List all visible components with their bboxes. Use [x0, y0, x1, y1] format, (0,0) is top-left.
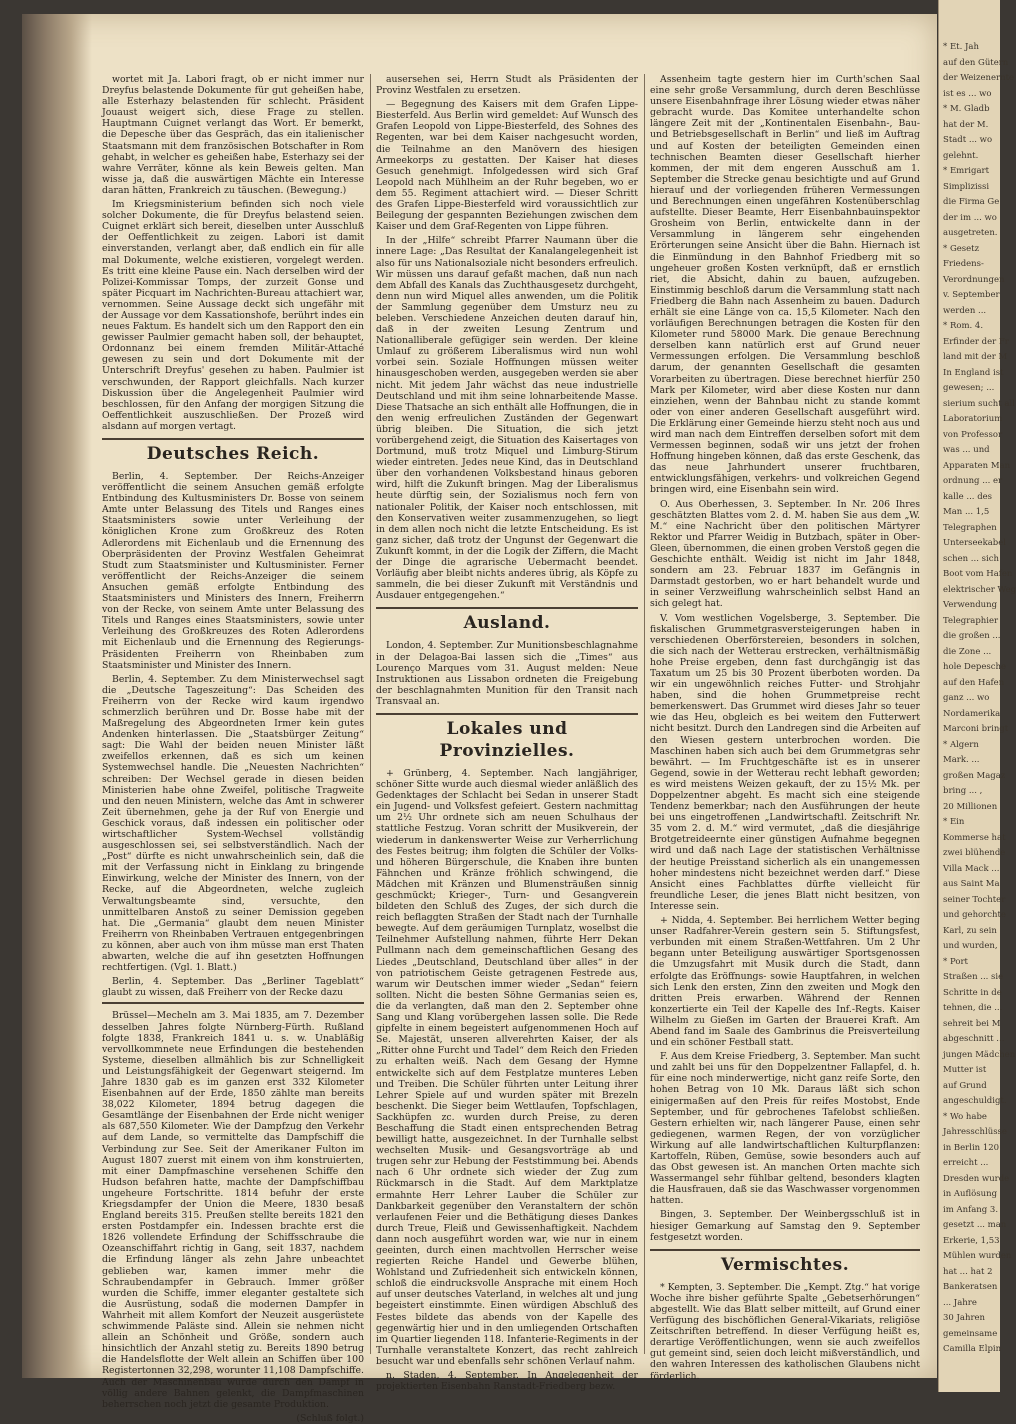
edge-text-line: bring ... ,	[943, 786, 983, 796]
column-rule	[370, 74, 371, 1354]
edge-text-line: jungen Mädchen	[943, 1049, 1016, 1060]
edge-text-line: * Emrigart	[943, 166, 989, 176]
article-paragraph: In der „Hilfe“ schreibt Pfarrer Naumann über die innere Lage: „Das Resultat der Kanalangelegenheit ist also für uns Nationalsoziale nicht besonders erfreulich. Wir müssen uns darauf gefaßt machen, daß nun nach dem Abfall des Kanals das Zuchthausgesetz durchgeht, denn nun wird Miquel alles anwenden, um die Politik der Sammlung gegenüber dem Umsturz neu zu beleben. Verschiedene Anzeichen deuten darauf hin, daß in der zweiten Lesung Zentrum und Nationalliberale gefügiger sein werden. Der kleine Umlauf zu größerem Liberalismus wird nun wohl vorbei sein. Soziale Hoffnungen müssen weiter hinausgeschoben werden, ausgegeben werden sie aber nicht. Mit jedem Jahr wächst das neue industrielle Deutschland und mit ihm seine lohnarbeitende Masse. Diese Thatsache an sich enthält alle Hoffnungen, die in den wenig erfreulichen Zuständen der Gegenwart übrig bleiben. Die Situation, die sich jetzt vorübergehend zeigt, die Situation des Kaisertages von Dortmund, muß trotz Miquel und Limburg-Stirum wieder eintreten. Jedes neue Kind, das in Deutschland über den vorhandenen Volksbestand hinaus geboren wird, hilft die Zukunft bringen. Mag der Liberalismus heute dürftig sein, der Sozialismus noch fern von nationaler Politik, der Kaiser noch entschlossen, mit den Konservativen weiter zusammenzugehen, so liegt in dem allen noch nicht die letzte Entscheidung. Es ist ganz sicher, daß trotz der Ungunst der Gegenwart die Zukunft kommt, in der die Logik der Ziffern, die Macht der Dinge die agrarische Uebermacht beendet. Vorläufig aber bleibt nichts anderes übrig, als Köpfe zu sammeln, die bei dieser Zukunft mit Verständnis und Ausdauer entgegengehen.“	[376, 235, 638, 602]
edge-text-line: Kommerse hat	[943, 832, 1006, 843]
article-paragraph: Berlin, 4. September. Zu dem Ministerwechsel sagt die „Deutsche Tageszeitung“: Das Scheiden des Freiherrn von der Recke wird kaum irgendwo schmerzlich berühren und Dr. Bosse habe mit der Maßregelung des Abgeordneten Irmer kein gutes Andenken hinterlassen. Die „Staatsbürger Zeitung“ sagt: Die Wahl der beiden neuen Minister läßt zweifellos erkennen, daß es sich um keinen Systemwechsel handle. Die „Neuesten Nachrichten“ schreiben: Der Wechsel gerade in diesen beiden Ministerien habe ohne Zweifel, politische Tragweite und den neuen Ministern, welche das Amt in schwerer Zeit übernehmen, gehe ja der Ruf von Energie und Geschick voraus, daß indessen ein politischer oder wirtschaftlicher System-Wechsel vollständig ausgeschlossen sei, sei selbstverständlich. Nach der „Post“ dürfte es nicht unwahrscheinlich sein, daß die mit der Verfassung nicht in Einklang zu bringende Einwirkung, welche der Minister des Innern, von der Recke, auf die Abgeordneten, welche zugleich Verwaltungsbeamte sind, versuchte, den unmittelbaren Anstoß zu seiner Demission gegeben hat. Die „Germania“ glaubt dem neuen Minister Freiherrn von Rheinbaben Vertrauen entgegenbringen zu können, aber auch von ihm müsse man erst Thaten abwarten, welche die auf ihn gesetzten Hoffnungen rechtfertigen. (Vgl. 1. Blatt.)	[102, 673, 364, 974]
edge-text-line: gemeinsame	[943, 1328, 998, 1339]
edge-text-line: elektrischer Weg	[943, 584, 1016, 595]
edge-text-line: ordnung ... er	[943, 476, 1003, 486]
article-paragraph: Assenheim tagte gestern hier im Curth'schen Saal eine sehr große Versammlung, durch deren Beschlüsse unsere Eisenbahnfrage ihrer Lösung wieder etwas näher gebracht wurde. Das Komitee unterhandelte schon längere Zeit mit der „Kontinentalen Eisenbahn-, Bau- und Betriebsgesellschaft in Berlin“ und ließ im Auftrag und auf Kosten der beteiligten Gemeinden einen technischen Beamten dieser Gesellschaft hierher kommen, der mit dem engeren Ausschuß am 1. September die Strecke genau besichtigte und auf Grund hierauf und der vorliegenden früheren Vermessungen und Berechnungen einen ungefähren Kostenüberschlag aufstellte. Dieser Beamte, Herr Eisenbahnbauinspektor Grosheim von Berlin, entwickelte dann in der Versammlung in längerem sehr eingehenden Erörterungen seine Ansicht über die Bahn. Hiernach ist die Einmündung in den Bahnhof Friedberg mit so ungeheuer großen Kosten verknüpft, daß er ernstlich riet, die Absicht, dahin zu bauen, aufzugeben. Einstimmig beschloß darum die Versammlung statt nach Friedberg die Bahn nach Assenheim zu bauen. Dadurch erhält sie eine Länge von ca. 15,5 Kilometer. Nach den vorläufigen Berechnungen betragen die Kosten für den Kilometer rund 58000 Mark. Die genaue Berechnung derselben kann natürlich erst auf Grund neuer Vermessungen erfolgen. Die Versammlung beschloß darum, der genannten Gesellschaft die gesamten Vorarbeiten zu übertragen. Diese berechnet hierfür 250 Mark per Kilometer, wird aber diese Kosten nur dann einziehen, wenn der Bahnbau nicht zu stande kommt oder von einer anderen Gesellschaft ausgeführt wird. Die Erklärung einer Gemeinde hierzu steht noch aus und wird man nach dem Eintreffen derselben sofort mit dem Vermessen beginnen, sodaß wir uns jetzt der frohen Hoffnung hingeben können, daß das erste Geschenk, das das neue Jahrhundert unserer fruchtbaren, entwicklungsfähigen, verkehrs- und volkreichen Gegend bringen wird, eine Eisenbahn sein wird.	[650, 74, 920, 496]
edge-text-line: Friedens-	[943, 259, 984, 269]
edge-text-line: * M. Gladb	[943, 104, 990, 114]
edge-text-line: die Firma Ge	[943, 197, 1000, 207]
edge-text-line: der im ... wo	[943, 212, 997, 223]
edge-text-line: schen ... sich	[943, 553, 999, 564]
article-paragraph: London, 4. September. Zur Munitionsbeschlagnahme in der Delagoa-Bai lassen sich die „Times“ aus Lourenço Marques vom 31. August melden: Neue Instruktionen aus Lissabon ordneten die Freigebung der beschlagnahmten Munition für den Transit nach Transvaal an.	[376, 640, 638, 707]
edge-text-line: Laboratorium	[943, 414, 1003, 424]
edge-text-line: von Professor	[943, 429, 1003, 440]
edge-text-line: Villa Mack ...	[943, 863, 1000, 874]
edge-text-line: 30 Jahren	[943, 1313, 986, 1323]
edge-text-line: und wurden,	[943, 941, 998, 951]
edge-text-line: Nordamerika	[943, 708, 1001, 719]
edge-text-line: zwei blühende	[943, 848, 1006, 858]
article-paragraph: Berlin, 4. September. Das „Berliner Tageblatt“ glaubt zu wissen, daß Freiherr von der Recke dazu	[102, 976, 364, 999]
edge-text-line: was ... und	[943, 445, 990, 455]
article-paragraph: O. Aus Oberhessen, 3. September. In Nr. 206 Ihres geschätzten Blattes vom 2. d. M. haben Sie aus dem „W. M.“ eine Nachricht über den politischen Märtyrer Rektor und Pfarrer Weidig in Butzbach, später in Ober-Gleen, übernommen, die einen groben Verstoß gegen die Geschichte enthält. Weidig ist nicht im Jahr 1848, sondern am 23. Februar 1837 im Gefängnis in Darmstadt gestorben, wo er hart behandelt wurde und in seiner Verzweiflung wahrscheinlich selbst Hand an sich gelegt hat.	[650, 498, 920, 610]
edge-text-line: Erkerie, 1,53	[943, 1235, 1000, 1246]
edge-text-line: ganz ... wo	[943, 693, 990, 703]
edge-text-line: 20 Millionen	[943, 801, 998, 812]
edge-text-line: abgeschnitt ...	[943, 1034, 1005, 1044]
column-3	[650, 74, 920, 1382]
edge-text-line: sehreit bei M	[943, 1018, 1001, 1029]
article-paragraph: Berlin, 4. September. Der Reichs-Anzeiger veröffentlicht die seinem Ansuchen gemäß erfolgte Entbindung des Kultusministers Dr. Bosse von seinem Amte unter Belassung des Titels und Ranges eines Staatsministers sowie unter Verleihung der königlichen Krone zum Großkreuz des Roten Adlerordens mit Eichenlaub und die Ernennung des Oberpräsidenten der Provinz Westfalen Geheimrat Studt zum Staatsminister und Kultusminister. Ferner veröffentlicht der Reichs-Anzeiger die seinem Ansuchen gemäß erfolgte Entbindung des Staatsministers und Ministers des Innern, Freiherrn von der Recke, von seinem Amte unter Belassung des Titels und Ranges eines Staatsministers, sowie unter Verleihung des Großkreuzes des Roten Adlerordens mit Eichenlaub und die Ernennung des Regierungs-Präsidenten Freiherrn von Rheinbaben zum Staatsminister und Minister des Innern.	[102, 471, 364, 671]
edge-text-line: die Zone ...	[943, 646, 992, 657]
edge-text-line: gewesen; ...	[943, 383, 995, 393]
edge-text-line: Verordnungen	[943, 274, 1005, 285]
edge-text-line: ausgetreten.	[943, 228, 998, 238]
edge-text-line: Telegraphen	[943, 522, 997, 533]
edge-text-line: * Rom. 4.	[943, 321, 984, 331]
edge-text-line: Apparaten Man	[943, 460, 1011, 471]
adjacent-page-edge	[938, 0, 1016, 1392]
edge-text-line: Camilla Elpin	[943, 1344, 1002, 1354]
article-paragraph: V. Vom westlichen Vogelsberge, 3. September. Die fiskalischen Grummetgrasversteigerungen haben in verschiedenen Oberförstereien, besonders in solchen, die sich nach der Wetterau erstrecken, verhältnismäßig hohe Preise ergeben, denn fast durchgängig ist das Taxatum um 25 bis 30 Prozent überboten worden. Da wir ein ungewöhnlich reiches Futter- und Strohjahr haben, sind die hohen Grummetpreise recht bemerkenswert. Das Grummet wird dieses Jahr so teuer wie das Heu, obgleich es bei weitem den Futterwert nicht besitzt. Durch den Landregen sind die Arbeiten auf den Wiesen gestern unterbrochen worden. Die Maschinen haben sich auch bei dem Grummetgras sehr bewährt. — Im Fruchtgeschäfte ist es in unserer Gegend, sowie in der Wetterau recht lebhaft geworden; es wird meistens Weizen gekauft, der zu 15½ Mk. per Doppelzentner abgeht. Es macht sich eine steigende Tendenz bemerkbar; nach den Ausführungen der heute bei uns eingetroffenen „Landwirtschaftl. Zeitschrift Nr. 35 vom 2. d. M.“ wird vermutet, „daß die diesjährige Brotgetreideernte einer günstigen Aufnahme begegnen wird und daß nach Lage der statistischen Verhältnisse der heutige Preisstand sicherlich als ein unangemessen hoher mindestens nicht bezeichnet werden darf.“ Diese Ansicht eines Fachblattes dürfte vielleicht für freundliche Leser, die jenes Blatt nicht besitzen, von Interesse sein.	[650, 612, 920, 912]
edge-text-line: ... Jahre	[943, 1297, 977, 1308]
edge-text-line: v. September	[943, 290, 1000, 300]
edge-text-line: kalle ... des	[943, 491, 993, 502]
edge-text-line: gesetzt ... man	[943, 1220, 1007, 1230]
edge-text-line: Mutter ist	[943, 1065, 987, 1075]
column-2	[376, 74, 638, 1393]
edge-text-line: Man ... 1,5	[943, 507, 990, 517]
edge-text-line: Telegraphier	[943, 615, 999, 626]
edge-text-line: Erfinder der Fr	[943, 336, 1009, 347]
article-paragraph: + Grünberg, 4. September. Nach langjähriger, schöner Sitte wurde auch diesmal wieder anläßlich des Gedenktages der Schlacht bei Sedan in unserer Stadt ein Jugend- und Volksfest gefeiert. Gestern nachmittag um 2½ Uhr ordnete sich am neuen Schulhaus der stattliche Festzug. Voran schritt der Musikverein, der wiederum in dankenswerter Weise zur Verherrlichung des Festes beitrug; ihm folgten die Schüler der Volks- und höheren Bürgerschule, die Knaben ihre bunten Fähnchen und Kränze fröhlich schwingend, die Mädchen mit Kränzen und Blumensträußen sinnig geschmückt; Krieger-, Turn- und Gesangverein bildeten den Schluß des Zuges, der sich durch die reich beflaggten Straßen der Stadt nach der Turnhalle bewegte. Auf dem geräumigen Turnplatz, woselbst die Teilnehmer Aufstellung nahmen, führte Herr Dekan Pullmann nach dem gemeinschaftlichen Gesang des Liedes „Deutschland, Deutschland über alles“ in der von patriotischem Geiste getragenen Festrede aus, warum wir Deutschen immer wieder „Sedan“ feiern sollten. Nicht die besten Söhne Germanias seien es, die da verlangten, daß man den 2. September ohne Sang und Klang vorübergehen lassen solle. Die Rede gipfelte in einem begeistert aufgenommenen Hoch auf Se. Majestät, unseren allverehrten Kaiser, der als „Ritter ohne Furcht und Tadel“ dem Reich den Frieden zu erhalten weiß. Nach dem Gesang der Hymne entwickelte sich auf dem Festplatze munteres Leben und Treiben. Die Schüler führten unter Leitung ihrer Lehrer Spiele auf und wurden später mit Brezeln beschenkt. Die Sieger beim Wettlaufen, Topfschlagen, Sackhüpfen zc. wurden durch Preise, zu deren Beschaffung die Stadt einen entsprechenden Betrag bewilligt hatte, ausgezeichnet. In der Turnhalle selbst wechselten Musik- und Gesangsvorträge ab und trugen sehr zur Hebung der Feststimmung bei. Abends nach 6 Uhr ordnete sich wieder der Zug zum Rückmarsch in die Stadt. Auf dem Marktplatze ermahnte Herr Lehrer Lauber die Schüler zur Dankbarkeit gegenüber den Veranstaltern der schön verlaufenen Feier und die Bethätigung dieses Dankes durch Treue, Fleiß und Gewissenhaftigkeit. Nachdem dann noch ausgeführt worden war, wie nur in einem geeinten, durch einen machtvollen Herrscher weise regierten Reiche Handel und Gewerbe blühen, Wohlstand und Zufriedenheit sich entwickeln können, schloß die eindrucksvolle Ansprache mit einem Hoch auf unser deutsches Vaterland, in welches alt und jung begeistert einstimmte. Einen würdigen Abschluß des Festes bildete das abends von der Kapelle des gegenwärtig hier und in den umliegenden Ortschaften im Quartier liegenden 118. Infanterie-Regiments in der Turnhalle veranstaltete Konzert, das recht zahlreich besucht war und ebenfalls sehr schönen Verlauf nahm.	[376, 767, 638, 1367]
edge-text-line: Stadt ... wo	[943, 135, 993, 145]
section-heading-vermischtes: Vermischtes.	[650, 1249, 920, 1276]
article-paragraph: Brüssel—Mecheln am 3. Mai 1835, am 7. Dezember desselben Jahres folgte Nürnberg-Fürth. Rußland folgte 1838, Frankreich 1841 u. s. w. Unabläßig vervollkommnete neue Erfindungen die bestehenden Systeme, dieselben allmählich bis zur Schnelligkeit und Leistungsfähigkeit der Gegenwart steigernd. Im Jahre 1830 gab es im ganzen erst 332 Kilometer Eisenbahnen auf der Erde, 1850 zählte man bereits 38,022 Kilometer, 1894 betrug dagegen die Gesamtlänge der Eisenbahnen der Erde nicht weniger als 687,550 Kilometer. Wie der Dampfzug den Verkehr auf dem Lande, so vermittelte das Dampfschiff die Verbindung zur See. Seit der Amerikaner Fulton im August 1807 zuerst mit einem von ihm konstruierten, mit einer Dampfmaschine versehenen Schiffe den Hudson befahren hatte, machte der Dampfschiffbau ungeheure Fortschritte. 1814 befuhr der erste Kriegsdampfer der Union die Meere, 1830 besaß England bereits 315. Preußen stellte bereits 1821 den ersten Postdampfer ein. Indessen brachte erst die 1826 vollendete Erfindung der Schiffsschraube die Ozeanschiffahrt richtig in Gang, seit 1837, nachdem die Erfindung länger als zehn Jahre unbeachtet geblieben war, kamen immer mehr die Schraubendampfer in Gebrauch. Immer größer wurden die Schiffe, immer eleganter gestaltete sich die Ausrüstung, sodaß die modernen Dampfer in Wahrheit mit allem Komfort der Neuzeit ausgerüstete schwimmende Paläste sind. Allein sie nehmen nicht allein an Schönheit und Größe, sondern auch hinsichtlich der Anzahl stetig zu. Bereits 1890 betrug die Handelsflotte der Welt allein an Schiffen über 100 Registertonnen 32,298, worunter 11,108 Dampfschiffe. Auch der Maschinenbau wurde durch den Dampf in völlig andere Bahnen gelenkt, die Dampfmaschinen beherrschen noch jetzt die gesamte Produktion.	[102, 1010, 364, 1410]
book-spine-shadow	[22, 14, 92, 1378]
article-paragraph: n. Staden, 4. September. In Angelegenheit der projektierten Eisenbahn Ranstadt-Friedberg bezw.	[376, 1370, 638, 1393]
article-paragraph: — Begegnung des Kaisers mit dem Grafen Lippe-Biesterfeld. Aus Berlin wird gemeldet: Auf Wunsch des Grafen Leopold von Lippe-Biesterfeld, des Sohnes des Regenten, war bei dem Kaiser nachgesucht worden, die Teilnahme an den Manövern des hiesigen Armeekorps zu gestatten. Der Kaiser hat dieses Gesuch genehmigt. Infolgedessen wird sich Graf Leopold nach Mühlheim an der Ruhr begeben, wo er dem 55. Regiment attachiert wird. — Dieser Schritt des Grafen Lippe-Biesterfeld wird voraussichtlich zur Beilegung der gespannten Beziehungen zwischen dem Kaiser und dem Graf-Regenten von Lippe führen.	[376, 99, 638, 233]
edge-text-line: die großen ...	[943, 631, 1001, 641]
section-heading-lokales: Lokales und Provinzielles.	[376, 713, 638, 762]
edge-text-line: Bankeratsen	[943, 1282, 998, 1292]
edge-text-line: Jahresschlüsse	[943, 1127, 1007, 1137]
edge-text-line: auf den Hafen	[943, 677, 1005, 688]
article-paragraph: F. Aus dem Kreise Friedberg, 3. September. Man sucht und zahlt bei uns für den Doppelzentner Fallapfel, d. h. für eine noch minderwertige, nicht ganz reife Sorte, den hohen Betrag von 10 Mk. Daraus läßt sich schon einigermaßen auf den Preis für reifes Mostobst, Ende September, und für gebrochenes Tafelobst schließen. Gestern erhielten wir, nach längerer Pause, einen sehr gediegenen, warmen Regen, der von vorzüglicher Wirkung auf alle landwirtschaftlichen Kulturpflanzen: Kartoffeln, Rüben, Gemüse, sowie besonders auch auf das Obst gewesen ist. An manchen Orten machte sich Wassermangel sehr fühlbar geltend, besonders klagten die Hausfrauen, daß sie das Waschwasser vorgenommen hatten.	[650, 1051, 920, 1207]
edge-text-line: * Algern	[943, 739, 979, 750]
column-rule	[644, 74, 645, 1354]
edge-text-line: Marconi bringt	[943, 724, 1009, 734]
continuation-note: (Schluß folgt.)	[296, 1412, 364, 1424]
section-heading-ausland: Ausland.	[376, 607, 638, 634]
edge-text-line: Boot vom Hafen	[943, 569, 1013, 579]
edge-text-line: * Port	[943, 956, 968, 967]
edge-text-line: auf den Gütern	[943, 57, 1009, 68]
edge-text-line: * Et. Jah	[943, 42, 979, 52]
edge-text-line: im Anfang 3.	[943, 1204, 999, 1215]
edge-text-line: aus Saint Ma	[943, 879, 1000, 889]
edge-text-line: hat der M.	[943, 119, 989, 130]
section-heading-deutsches-reich: Deutsches Reich.	[102, 438, 364, 465]
edge-text-line: gelehnt.	[943, 150, 979, 161]
edge-text-line: erreicht ...	[943, 1158, 989, 1168]
edge-text-line: * Wo habe	[943, 1111, 987, 1122]
edge-text-line: Dresden wurde	[943, 1173, 1010, 1184]
edge-text-line: hole Depesche	[943, 662, 1006, 672]
column-1	[102, 74, 364, 1424]
edge-text-line: auf Grund	[943, 1080, 987, 1091]
edge-text-line: großen Magaz	[943, 770, 1006, 781]
edge-text-line: und gehorchte	[943, 910, 1006, 920]
article-paragraph: ausersehen sei, Herrn Studt als Präsidenten der Provinz Westfalen zu ersetzen.	[376, 74, 638, 97]
edge-text-line: in Berlin 120	[943, 1142, 1000, 1153]
edge-text-line: Mark. ...	[943, 755, 980, 765]
edge-text-line: der Weizenernte	[943, 73, 1015, 83]
article-paragraph: + Nidda, 4. September. Bei herrlichem Wetter beging unser Radfahrer-Verein gestern sein 5. Stiftungsfest, verbunden mit einem Straßen-Wettfahren. Um 2 Uhr begann unter Beteiligung auswärtiger Sportsgenossen die Umzugsfahrt mit Musik durch die Stadt, dann erfolgte das Eröffnungs- sowie Hauptfahren, in welchen sich Lenk den ersten, Zinn den zweiten und Mogk den dritten Preis erwarben. Während der Rennen konzertierte ein Teil der Kapelle des Inf.-Regts. Kaiser Wilhelm zu Gießen im Garten der Brauerei Kraft. Am Abend fand im Saale des Gambrinus die Preisverteilung und ein schöner Festball statt.	[650, 915, 920, 1049]
edge-text-line: Simplizissi	[943, 181, 990, 192]
article-paragraph: wortet mit Ja. Labori fragt, ob er nicht immer nur Dreyfus belastende Dokumente für gut geheißen habe, alle Esterhazy belastenden für schlecht. Präsident Jouaust weigert sich, diese Frage zu stellen. Hauptmann Cuignet verlangt das Wort. Er bemerkt, die Depesche über das Gespräch, das ein italienischer Staatsmann mit dem französischen Botschafter in Rom gehabt, in welcher es geheißen habe, Esterhazy sei der wahre Verräter, könne als kein Beweis gelten. Man wisse ja, daß die auswärtigen Mächte ein Interesse daran hätten, Frankreich zu täuschen. (Bewegung.)	[102, 74, 364, 196]
edge-text-line: sierium sucht all	[943, 398, 1015, 409]
edge-text-line: Verwendung	[943, 600, 998, 610]
edge-text-line: * Ein	[943, 817, 965, 827]
newspaper-page	[22, 14, 937, 1424]
edge-text-line: Karl, zu sein	[943, 925, 997, 936]
edge-text-line: In England ist	[943, 367, 1004, 378]
edge-text-line: seiner Tochter	[943, 894, 1006, 905]
edge-text-line: land mit der M	[943, 352, 1008, 362]
edge-text-line: angeschuldigt.	[943, 1096, 1007, 1106]
edge-text-line: ist es ... wo	[943, 88, 992, 99]
edge-text-line: Unterseekabel	[943, 538, 1006, 548]
edge-text-line: * Gesetz	[943, 243, 980, 254]
edge-text-line: tehnen, die ...	[943, 1003, 1003, 1013]
divider	[102, 1002, 364, 1004]
article-paragraph: * Kempten, 3. September. Die „Kempt. Ztg.“ hat vorige Woche ihre bisher geführte Spalte „Gebetserhörungen“ abgestellt. Wie das Blatt selber mitteilt, auf Grund einer Verfügung des bischöflichen General-Vikariats, religiöse Zeitschriften betreffend. In dieser Verfügung heißt es, derartige Veröffentlichungen, wenn sie auch zweifellos gut gemeint sind, seien doch leicht mißverständlich, und den wahren Interessen des katholischen Glaubens nicht förderlich.	[650, 1281, 920, 1382]
article-paragraph: Bingen, 3. September. Der Weinbergsschluß ist in hiesiger Gemarkung auf Samstag den 9. September festgesetzt worden.	[650, 1209, 920, 1243]
edge-text-line: werden ...	[943, 305, 987, 316]
edge-text-line: Mühlen wurden	[943, 1251, 1012, 1261]
edge-text-line: in Auflösung	[943, 1189, 998, 1199]
article-paragraph: Im Kriegsministerium befinden sich noch viele solcher Dokumente, die für Dreyfus belastend seien. Cuignet erklärt sich bereit, dieselben unter Ausschluß der Oeffentlichkeit zu zeigen. Labori ist damit einverstanden, verlangt aber, daß endlich ein für alle mal Dokumente, welche existieren, vorgelegt werden. Es tritt eine kleine Pause ein. Nach derselben wird der Polizei-Kommissar Tomps, der zurzeit Gonse und später Picquart im Nachrichten-Bureau attachiert war, vernommen. Seine Aussage deckt sich ungefähr mit der Aussage vor dem Kassationshofe, berührt indes ein neues Faktum. Es handelt sich um den Rapport den ein gewisser Paulmier gemacht haben soll, der behauptet, Ordonnanz bei einem fremden Militär-Attaché gewesen zu sein und dort Dokumente mit der Unterschrift Dreyfus' gesehen zu haben. Paulmier ist verschwunden, der Rapport gleichfalls. Nach kurzer Diskussion über die Angelegenheit Paulmier wird beschlossen, für den Anfang der morgigen Sitzung die Oeffentlichkeit auszuschließen. Der Prozeß wird alsdann auf morgen vertagt.	[102, 199, 364, 432]
edge-text-line: Schritte in de	[943, 987, 1002, 998]
edge-text-line: hat ... hat 2	[943, 1266, 993, 1277]
edge-text-line: Straßen ... sie	[943, 972, 1004, 982]
